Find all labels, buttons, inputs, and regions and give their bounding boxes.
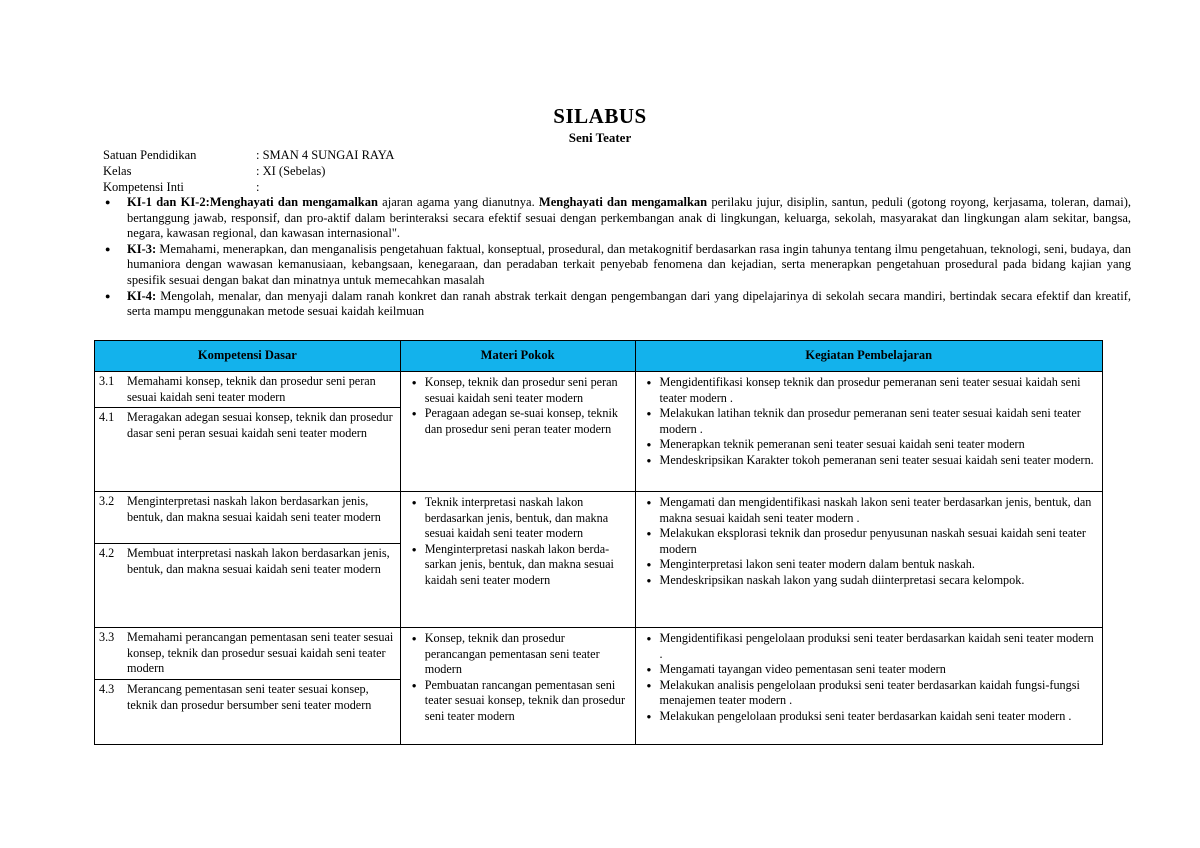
kd-number: 4.3 (99, 682, 115, 696)
table-header-row (95, 341, 1103, 372)
list-item: ● Mengidentifikasi konsep teknik dan prosedur pemeranan seni teater sesuai kaidah seni teater modern . (640, 375, 1096, 406)
meta-label: Kompetensi Inti (103, 180, 184, 194)
list-item: ● Konsep, teknik dan prosedur perancangan pementasan seni teater modern (405, 631, 629, 678)
list-item: ● Mengidentifikasi pengelolaan produksi seni teater berdasarkan kaidah seni teater modern . (640, 631, 1096, 662)
ki-text: perilaku jujur, disiplin, santun, peduli (gotong royong, kerjasama, toleran, damai), bertanggung jawab, responsif, dan pro-aktif dalam berinteraksi secara efektif sesuai dengan perkembangan anak di lingkungan, keluarga, sekolah, masyarakat dan lingkungan alam sekitar, bangsa, negara, kawasan regional, dan kawasan internasional". (127, 195, 1131, 241)
ki-label: KI-1 dan KI-2: (127, 195, 210, 209)
meta-label: Kelas (103, 164, 132, 178)
kegiatan-cell (635, 628, 1102, 745)
kd-number: 3.2 (99, 494, 115, 508)
kd-item (95, 543, 400, 580)
meta-row-class (103, 163, 394, 179)
identity-block (103, 147, 394, 195)
kegiatan-list (636, 628, 1102, 726)
kd-cell (95, 628, 401, 745)
kd-item (95, 679, 400, 716)
kd-text: Memahami perancangan pementasan seni teater sesuai konsep, teknik dan prosedur sesuai kaidah seni teater modern (127, 630, 394, 675)
list-item: ● Melakukan latihan teknik dan prosedur pemeranan seni teater sesuai kaidah seni teater modern . (640, 406, 1096, 437)
kd-item (95, 372, 400, 407)
kd-item (95, 407, 400, 444)
ki-item-4 (103, 289, 1131, 320)
list-item: ● Melakukan pengelolaan produksi seni teater berdasarkan kaidah seni teater modern . (640, 709, 1096, 725)
list-item: ● Mendeskripsikan naskah lakon yang sudah diinterpretasi secara kelompok. (640, 573, 1096, 589)
materi-cell (400, 372, 635, 492)
kegiatan-list (636, 492, 1102, 590)
list-item: ● Mendeskripsikan Karakter tokoh pemeranan seni teater sesuai kaidah seni teater modern. (640, 453, 1096, 469)
list-item: ● Menerapkan teknik pemeranan seni teater sesuai kaidah seni teater modern (640, 437, 1096, 453)
materi-list (401, 492, 635, 590)
header-kompetensi-dasar: Kompetensi Dasar (95, 341, 401, 372)
kd-item (95, 628, 400, 679)
document-subtitle: Seni Teater (568, 130, 632, 145)
list-item: ● Mengamati dan mengidentifikasi naskah lakon seni teater berdasarkan jenis, bentuk, dan makna sesuai kaidah seni teater modern . (640, 495, 1096, 526)
kd-text: Memahami konsep, teknik dan prosedur seni peran sesuai kaidah seni teater modern (127, 374, 376, 404)
list-item: ● Melakukan eksplorasi teknik dan prosedur penyusunan naskah sesuai kaidah seni teater modern (640, 526, 1096, 557)
ki-text: Memahami, menerapkan, dan menganalisis pengetahuan faktual, konseptual, prosedural, dan metakognitif berdasarkan rasa ingin tahunya tentang ilmu pengetahuan, teknologi, seni, budaya, dan humaniora dengan wawasan kemanusiaan, kebangsaan, kenegaraan, dan peradaban terkait penyebab fenomena dan kejadian, serta menerapkan pengetahuan prosedural pada bidang kajian yang spesifik sesuai dengan bakat dan minatnya untuk memecahkan masalah (127, 241, 1131, 287)
list-item: ● Menginterpretasi lakon seni teater modern dalam bentuk naskah. (640, 557, 1096, 573)
kd-number: 4.2 (99, 546, 115, 560)
kegiatan-list (636, 372, 1102, 470)
document-title: SILABUS (553, 104, 647, 128)
kd-cell (95, 492, 401, 628)
kd-text: Merancang pementasan seni teater sesuai konsep, teknik dan prosedur bersumber seni teater modern (127, 682, 372, 712)
meta-label: Satuan Pendidikan (103, 148, 197, 162)
kd-number: 4.1 (99, 410, 115, 424)
materi-list (401, 628, 635, 726)
kegiatan-cell (635, 492, 1102, 628)
kd-text: Menginterpretasi naskah lakon berdasarkan jenis, bentuk, dan makna sesuai kaidah seni teater modern (127, 494, 381, 524)
ki-emphasis: Menghayati dan mengamalkan (538, 195, 708, 209)
list-item: ● Teknik interpretasi naskah lakon berdasarkan jenis, bentuk, dan makna sesuai kaidah seni teater modern (405, 495, 629, 542)
ki-label: KI-3: (127, 241, 157, 256)
ki-item-1-2 (103, 195, 1131, 242)
list-item: ● Menginterpretasi naskah lakon berda-sarkan jenis, bentuk, dan makna sesuai kaidah seni teater modern (405, 542, 629, 589)
table-row (95, 372, 1103, 492)
kd-text: Membuat interpretasi naskah lakon berdasarkan jenis, bentuk, dan makna sesuai kaidah seni teater modern (127, 546, 390, 576)
materi-cell (400, 492, 635, 628)
list-item: ● Mengamati tayangan video pementasan seni teater modern (640, 662, 1096, 678)
list-item: ● Melakukan analisis pengelolaan produksi seni teater berdasarkan kaidah fungsi-fungsi menajemen teater modern . (640, 678, 1096, 709)
meta-value: : SMAN 4 SUNGAI RAYA (256, 148, 395, 162)
meta-row-school (103, 147, 394, 163)
ki-label: KI-4: (127, 288, 157, 303)
kd-number: 3.3 (99, 630, 115, 644)
kd-item (95, 492, 400, 543)
header-materi-pokok: Materi Pokok (400, 341, 635, 372)
materi-list (401, 372, 635, 439)
meta-value: : (256, 180, 260, 194)
table-row (95, 492, 1103, 628)
ki-text: Mengolah, menalar, dan menyaji dalam ranah konkret dan ranah abstrak terkait dengan pengembangan dari yang dipelajarinya di sekolah secara mandiri, bertindak secara efektif dan kreatif, serta mampu menggunakan metode sesuai kaidah keilmuan (127, 288, 1131, 319)
kegiatan-cell (635, 372, 1102, 492)
meta-value: : XI (Sebelas) (256, 164, 326, 178)
kd-number: 3.1 (99, 374, 115, 388)
list-item: ● Peragaan adegan se-suai konsep, teknik dan prosedur seni peran teater modern (405, 406, 629, 437)
materi-cell (400, 628, 635, 745)
list-item: ● Konsep, teknik dan prosedur seni peran sesuai kaidah seni teater modern (405, 375, 629, 406)
core-competence-list (103, 195, 1131, 320)
syllabus-table (94, 340, 1103, 745)
ki-emphasis: Menghayati dan mengamalkan (209, 195, 378, 209)
ki-item-3 (103, 242, 1131, 289)
meta-row-core-competence (103, 179, 394, 195)
header-kegiatan-pembelajaran: Kegiatan Pembelajaran (635, 341, 1102, 372)
list-item: ● Pembuatan rancangan pementasan seni teater sesuai konsep, teknik dan prosedur seni teater modern (405, 678, 629, 725)
kd-text: Meragakan adegan sesuai konsep, teknik dan prosedur dasar seni peran sesuai kaidah seni teater modern (127, 410, 393, 440)
kd-cell (95, 372, 401, 492)
ki-text: ajaran agama yang dianutnya. (377, 195, 539, 209)
table-row (95, 628, 1103, 745)
